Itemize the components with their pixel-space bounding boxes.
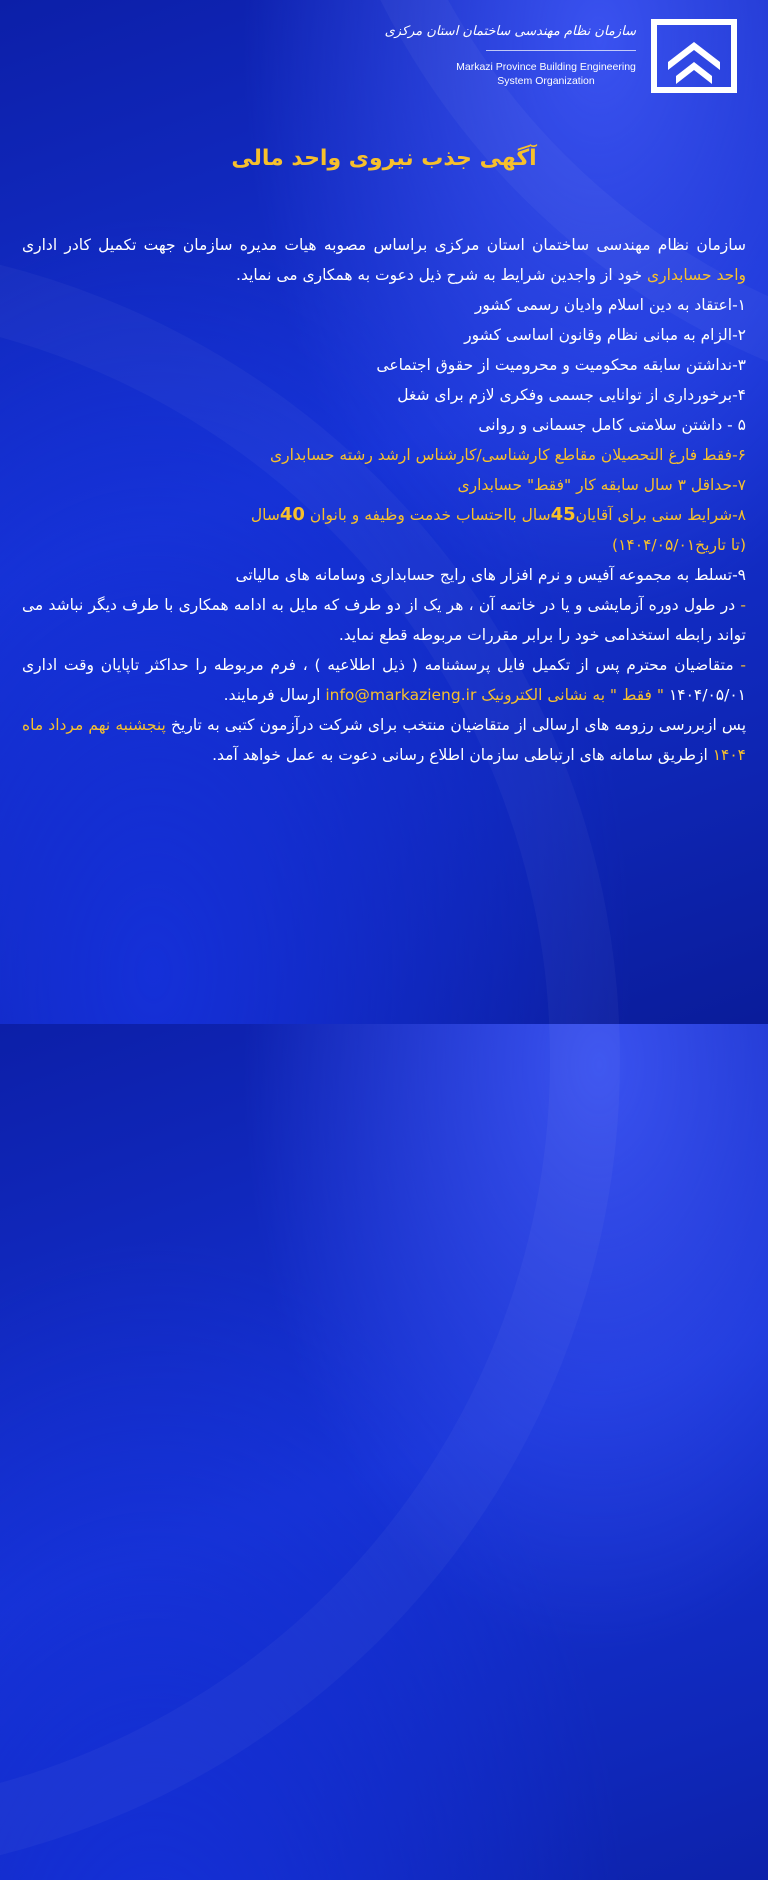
requirement-item: ۴-برخورداری از توانایی جسمی وفکری لازم برای شغل xyxy=(397,386,746,404)
age-date: (تا تاریخ۱۴۰۴/۰۵/۰۱) xyxy=(612,536,746,554)
requirement-item: ۵ - داشتن سلامتی کامل جسمانی و روانی xyxy=(478,416,746,434)
age-text: ۸-شرایط سنی برای آقایان xyxy=(575,506,746,524)
logo-icon xyxy=(648,16,740,96)
requirement-item: ۲-الزام به مبانی نظام وقانون اساسی کشور xyxy=(464,326,746,344)
requirement-item: ۱-اعتقاد به دین اسلام وادیان رسمی کشور xyxy=(474,296,746,314)
age-women: 40 xyxy=(279,504,305,525)
page-title: آگهی جذب نیروی واحد مالی xyxy=(231,146,537,171)
closing-text: پس ازبررسی رزومه های ارسالی از متقاضیان منتخب برای شرکت درآزمون کتبی به تاریخ xyxy=(165,716,747,734)
logo-divider xyxy=(486,50,636,51)
note-dash: - xyxy=(735,596,746,614)
note-text: در طول دوره آزمایشی و یا در خاتمه آن ، هر یک از دو طرف که مایل به ادامه همکاری با طرف دیگر نباشد می تواند رابطه استخدامی خود را برابر مقررات مربوطه قطع نماید. xyxy=(22,596,746,644)
intro-text: سازمان نظام مهندسی ساختمان استان مرکزی براساس مصوبه هیات مدیره سازمان جهت تکمیل کادر اداری xyxy=(22,236,746,254)
organization-logo xyxy=(384,16,740,96)
requirement-item-highlight: ۷-حداقل ۳ سال سابقه کار "فقط" حسابداری xyxy=(457,476,746,494)
note-paragraph xyxy=(22,590,746,650)
age-men: 45 xyxy=(550,504,576,525)
age-text: سال بااحتساب خدمت وظیفه و بانوان xyxy=(309,506,551,524)
logo-name-fa: سازمان نظام مهندسی ساختمان استان مرکزی xyxy=(384,24,636,39)
submission-highlight: " فقط " به نشانی الکترونیک xyxy=(481,686,665,704)
intro-highlight: واحد حسابداری xyxy=(647,266,746,284)
logo-name-en-line2: System Organization xyxy=(497,75,595,87)
submission-paragraph xyxy=(22,650,746,710)
age-text: سال xyxy=(250,506,280,524)
requirement-item: ۳-نداشتن سابقه محکومیت و محرومیت از حقوق اجتماعی xyxy=(376,356,746,374)
email-link[interactable]: info@markazieng.ir xyxy=(325,686,477,704)
requirement-item: ۹-تسلط به مجموعه آفیس و نرم افزار های رایج حسابداری وسامانه های مالیاتی xyxy=(235,566,746,584)
closing-paragraph xyxy=(22,710,746,770)
submission-text: ارسال فرمایند. xyxy=(223,686,326,704)
requirement-item-highlight: ۶-فقط فارغ التحصیلان مقاطع کارشناسی/کارشناس ارشد رشته حسابداری xyxy=(269,446,746,464)
age-requirement xyxy=(22,500,746,560)
logo-name-en xyxy=(456,60,636,88)
intro-text: خود از واجدین شرایط به شرح ذیل دعوت به همکاری می نماید. xyxy=(236,266,648,284)
logo-name-en-line1: Markazi Province Building Engineering xyxy=(456,61,636,73)
exam-date: پنجشنبه نهم مرداد ماه ۱۴۰۴ xyxy=(22,716,746,764)
announcement-body xyxy=(22,230,746,770)
submission-text: متقاضیان محترم پس از تکمیل فایل پرسشنامه ( ذیل اطلاعیه ) ، فرم مربوطه را حداکثر تاپایان وقت اداری ۱۴۰۴/۰۵/۰۱ xyxy=(22,656,746,704)
intro-paragraph xyxy=(22,230,746,290)
note-dash: - xyxy=(733,656,746,674)
closing-text: ازطریق سامانه های ارتباطی سازمان اطلاع رسانی دعوت به عمل خواهد آمد. xyxy=(212,746,713,764)
